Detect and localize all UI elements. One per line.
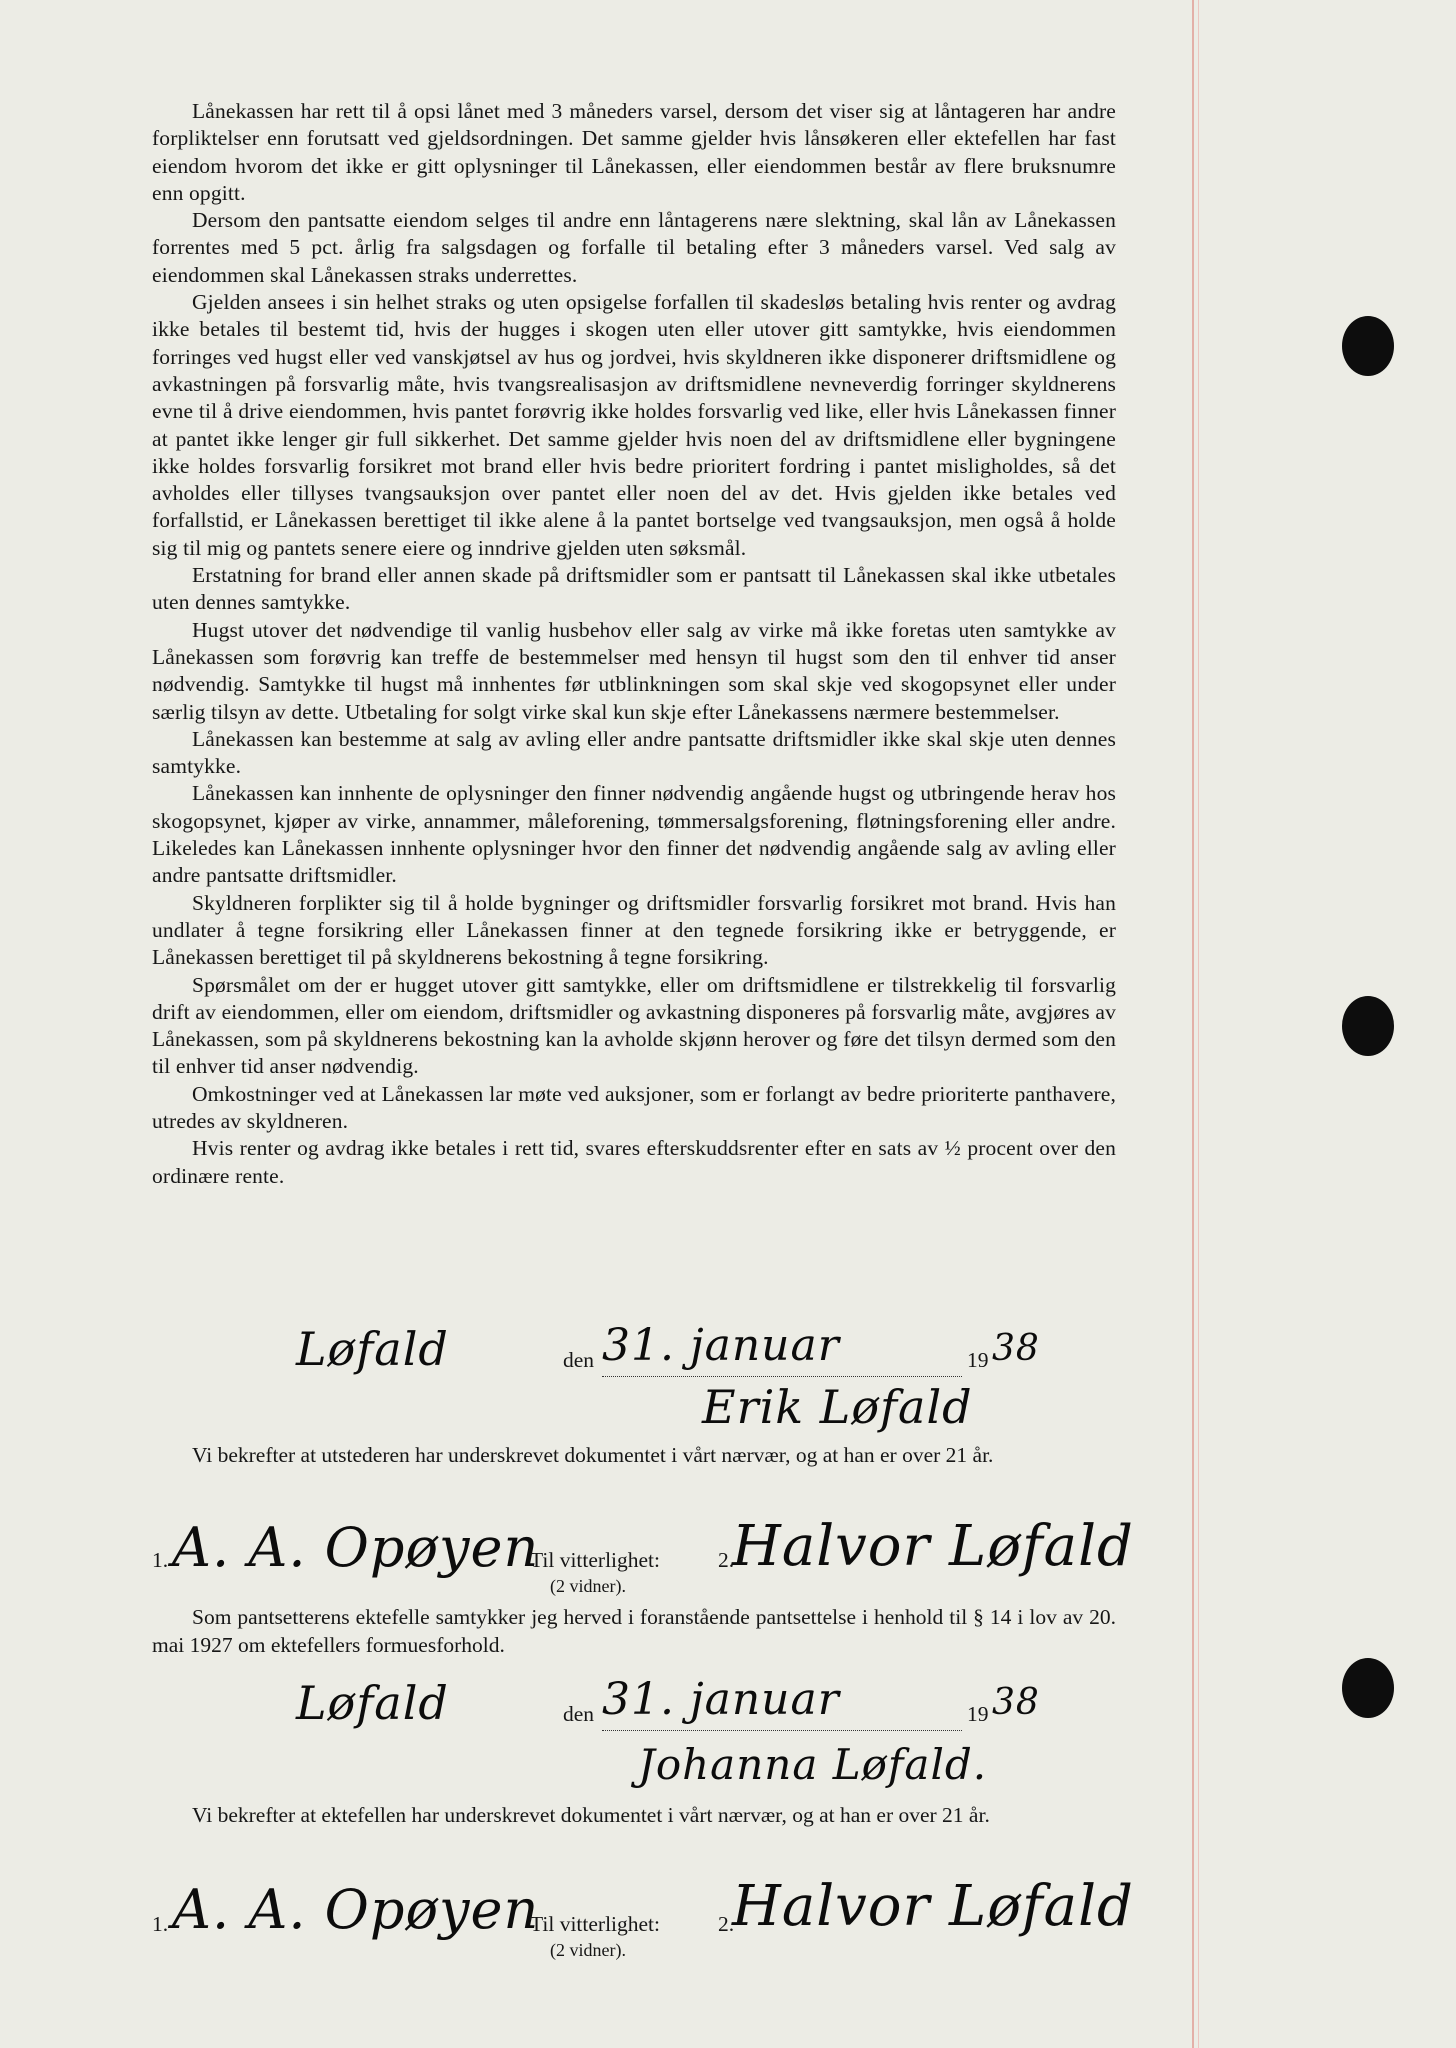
signing-line-2 [0, 1674, 1180, 1740]
witness2-signature-2: Halvor Løfald [732, 1874, 1134, 1939]
punch-hole-middle [1342, 996, 1394, 1056]
paragraph-compensation: Erstatning for brand eller annen skade på driftsmidler som er pantsatt til Lånekassen skal ikke utbetales uten dennes samtykke. [152, 563, 1116, 615]
witness-number-2: 2. [718, 1548, 735, 1572]
paragraph-interest: Hvis renter og avdrag ikke betales i rett tid, svares efterskuddsrenter efter en sats av ½ procent over den ordinære rente. [152, 1136, 1116, 1188]
witness2-label: Til vitterlighet: [530, 1912, 661, 1936]
issuer-signature: Erik Løfald [702, 1380, 973, 1434]
witness-label: Til vitterlighet: [530, 1548, 661, 1572]
date-underline [602, 1376, 962, 1377]
spouse-consent [152, 1604, 1116, 1659]
signing-line-1 [0, 1320, 1180, 1386]
paragraph-logging: Hugst utover det nødvendige til vanlig husbehov eller salg av virke må ikke foretas uten samtykke av Lånekassen som forøvrig kan treffe de bestemmelser med hensyn til hugst som den til enhver tid anser nødvendig. Samtykke til hugst må innhentes før utblinkningen som skal skje ved skogopsynet eller under særlig tilsyn av dette. Utbetaling for solgt virke skal kun skje efter Lånekassens nærmere bestemmelser. [152, 617, 1116, 724]
witness-line-2 [0, 1874, 1180, 1960]
handwritten-year: 38 [992, 1328, 1040, 1369]
paragraph-termination: Lånekassen har rett til å opsi lånet med 3 måneders varsel, dersom det viser sig at låntageren har andre forpliktelser enn forutsatt ved gjeldsordningen. Det samme gjelder hvis lånsøkeren eller ektefellen har fast eiendom hvorom det ikke er gitt oplysninger til Lånekassen, eller eiendommen består av flere bruksnumre enn opgitt. [152, 99, 1116, 205]
year-prefix: 19 [967, 1348, 989, 1372]
witness-line-1 [0, 1514, 1180, 1596]
handwritten-date: 31. januar [602, 1320, 840, 1371]
year-prefix-2: 19 [967, 1702, 989, 1726]
paragraph-information: Lånekassen kan innhente de oplysninger den finner nødvendig angående hugst og utbringende herav hos skogopsynet, kjøper av virke, annammer, måleforening, tømmersalgsforening, fløtningsforening eller andre. Likeledes kan Lånekassen innhente oplysninger hvor den finner det nødvendig angående salg av avling eller andre pantsatte driftsmidler. [152, 781, 1116, 888]
punch-hole-top [1342, 316, 1394, 376]
den-label-2: den [563, 1702, 595, 1726]
punch-hole-bottom [1342, 1658, 1394, 1718]
den-label: den [563, 1348, 595, 1372]
loan-terms-text [152, 98, 1116, 1190]
paragraph-assessment: Spørsmålet om der er hugget utover gitt samtykke, eller om driftsmidlene er tilstrekkelig til forsvarlig drift av eiendommen, eller om eiendom, driftsmidler og avkastning disponeres på forsvarlig måte, avgjøres av Lånekassen, som på skyldnerens bekostning kan la avholde skjønn herover og føre det tilsyn dermed som den til enhver tid anser nødvendig. [152, 972, 1116, 1079]
paragraph-sale: Dersom den pantsatte eiendom selges til andre enn låntagerens nære slektning, skal lån av Lånekassen forrentes med 5 pct. årlig fra salgsdagen og forfalle til betaling efter 3 måneders varsel. Ved salg av eiendommen skal Lånekassen straks underrettes. [152, 208, 1116, 287]
paragraph-costs: Omkostninger ved at Lånekassen lar møte ved auksjoner, som er forlangt av bedre prioriterte panthavere, utredes av skyldneren. [152, 1081, 1116, 1133]
attestation-1-text: Vi bekrefter at utstederen har underskrevet dokumentet i vårt nærvær, og at han er over 21 år. [192, 1443, 994, 1467]
witness-signature-2: Halvor Løfald [732, 1514, 1134, 1579]
witness2-note: (2 vidner). [550, 1940, 626, 1960]
witness2-number-1: 1. [152, 1912, 169, 1936]
attestation-2 [152, 1802, 1116, 1830]
spouse-consent-text: Som pantsetterens ektefelle samtykker jeg herved i foranstående pantsettelse i henhold til § 14 i lov av 20. mai 1927 om ektefellers formuesforhold. [152, 1605, 1116, 1657]
handwritten-place-2: Løfald [296, 1676, 449, 1730]
witness2-number-2: 2. [718, 1912, 735, 1936]
witness-note: (2 vidner). [550, 1576, 626, 1596]
spouse-signature: Johanna Løfald. [638, 1740, 988, 1789]
date-underline-2 [602, 1730, 962, 1731]
margin-rule-secondary [1198, 0, 1199, 2048]
handwritten-date-2: 31. januar [602, 1674, 840, 1725]
handwritten-place: Løfald [296, 1322, 449, 1376]
paragraph-default: Gjelden ansees i sin helhet straks og uten opsigelse forfallen til skadesløs betaling hvis renter og avdrag ikke betales til bestemt tid, hvis der hugges i skogen uten eller utover gitt samtykke, hvis eiendommen forringes ved hugst eller ved vanskjøtsel av hus og jordvei, hvis skyldneren ikke disponerer driftsmidlene og avkastningen på forsvarlig måte, hvis tvangsrealisasjon av driftsmidlene nevneverdig forringer skyldnerens evne til å drive eiendommen, hvis pantet forøvrig ikke holdes forsvarlig ved like, eller hvis Lånekassen finner at pantet ikke lenger gir full sikkerhet. Det samme gjelder hvis noen del av driftsmidlene eller bygningene ikke holdes forsvarlig forsikret mot brand eller hvis bedre prioritert fordring i pantet misligholdes, så det avholdes eller tillyses tvangsauksjon over pantet eller noen del av det. Hvis gjelden ikke betales ved forfallstid, er Lånekassen berettiget til ikke alene å la pantet bortselge ved tvangsauksjon, men også å holde sig til mig og pantets senere eiere og inndrive gjelden uten søksmål. [152, 290, 1116, 560]
witness-signature-1: A. A. Opøyen [172, 1516, 540, 1579]
margin-rule [1192, 0, 1194, 2048]
witness2-signature-1: A. A. Opøyen [172, 1878, 540, 1941]
paragraph-insurance: Skyldneren forplikter sig til å holde bygninger og driftsmidler forsvarlig forsikret mot brand. Hvis han undlater å tegne forsikring eller Lånekassen finner at den tegnede forsikring ikke er betryggende, er Lånekassen berettiget til på skyldnerens bekostning å tegne forsikring. [152, 890, 1116, 970]
handwritten-year-2: 38 [992, 1682, 1040, 1723]
witness-number-1: 1. [152, 1548, 169, 1572]
paragraph-crop-sale: Lånekassen kan bestemme at salg av avling eller andre pantsatte driftsmidler ikke skal skje uten dennes samtykke. [152, 726, 1116, 779]
attestation-2-text: Vi bekrefter at ektefellen har underskrevet dokumentet i vårt nærvær, og at han er over 21 år. [192, 1803, 990, 1827]
attestation-1 [152, 1442, 1116, 1470]
